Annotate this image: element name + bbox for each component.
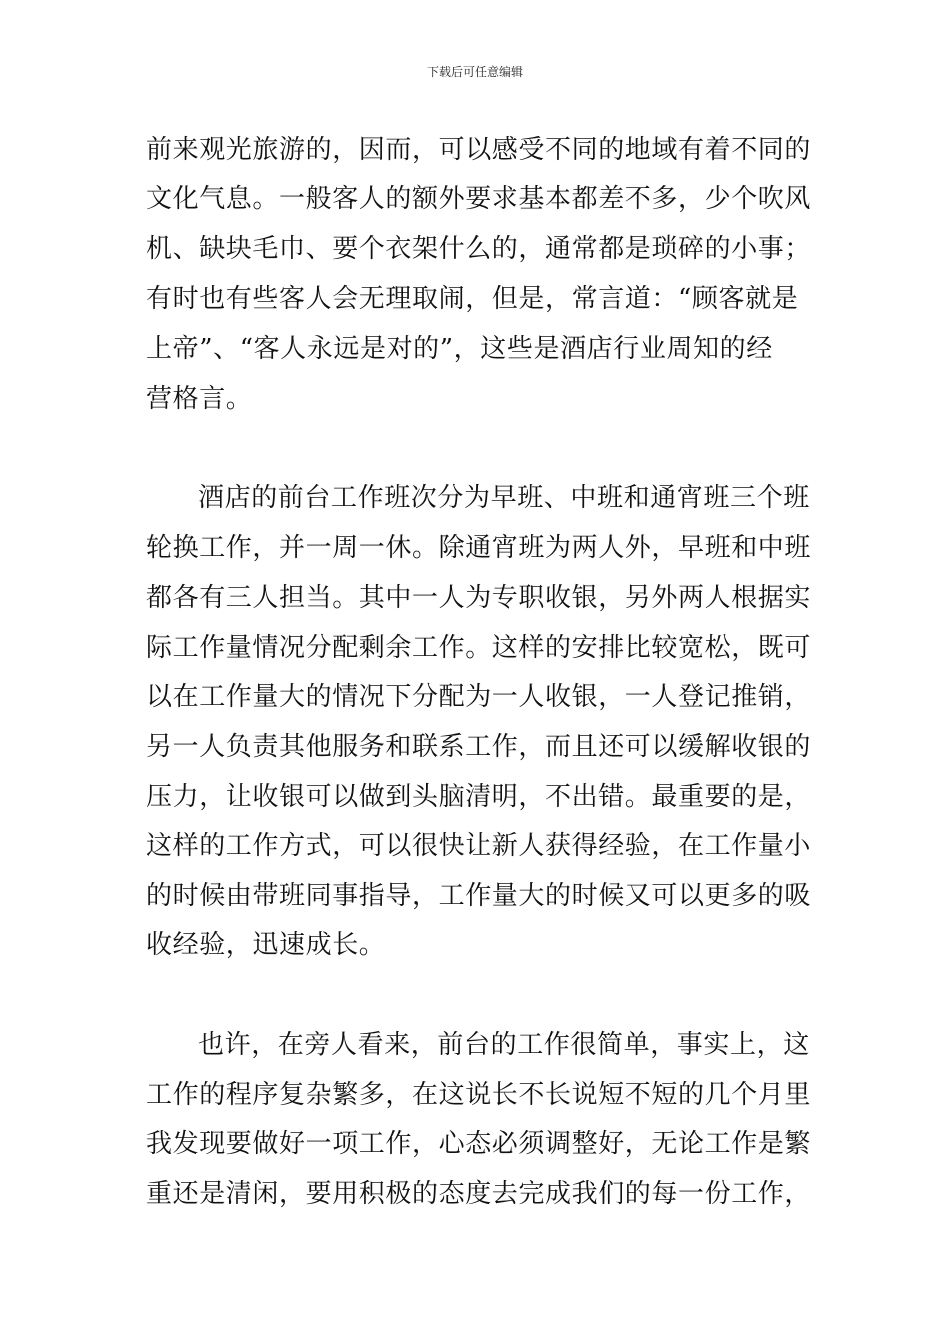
paragraph-line: 机、缺块毛巾、要个衣架什么的，通常都是琐碎的小事； [146,234,812,264]
paragraph-line: 营格言。 [146,384,253,414]
paragraph-line: 以在工作量大的情况下分配为一人收银，一人登记推销， [146,682,812,712]
paragraph-line: 收经验，迅速成长。 [146,930,386,960]
paragraph-line: 轮换工作，并一周一休。除通宵班为两人外，早班和中班 [146,533,812,563]
paragraph-line: 都各有三人担当。其中一人为专职收银，另外两人根据实 [146,583,812,613]
paragraph-line: 文化气息。一般客人的额外要求基本都差不多，少个吹风 [146,184,812,214]
paragraph-line: 的时候由带班同事指导，工作量大的时候又可以更多的吸 [146,881,812,911]
paragraph-line: 前来观光旅游的，因而，可以感受不同的地域有着不同的 [146,135,812,165]
paragraph-line: 也许，在旁人看来，前台的工作很简单，事实上，这 [198,1030,810,1060]
paragraph-line: 另一人负责其他服务和联系工作，而且还可以缓解收银的 [146,732,812,762]
paragraph-line: 工作的程序复杂繁多，在这说长不长说短不短的几个月里 [146,1080,812,1110]
paragraph-line: 重还是清闲，要用积极的态度去完成我们的每一份工作， [146,1179,812,1209]
page-header: 下载后可任意编辑 [426,65,523,79]
paragraph-line: 有时也有些客人会无理取闹，但是，常言道：“顾客就是 [146,284,799,314]
paragraph-line: 我发现要做好一项工作，心态必须调整好，无论工作是繁 [146,1129,812,1159]
paragraph-line: 压力，让收银可以做到头脑清明，不出错。最重要的是， [146,782,812,812]
paragraph-line: 际工作量情况分配剩余工作。这样的安排比较宽松，既可 [146,633,812,663]
paragraph-line: 上帝”、“客人永远是对的”，这些是酒店行业周知的经 [146,334,773,364]
paragraph-line: 酒店的前台工作班次分为早班、中班和通宵班三个班 [198,483,810,513]
paragraph-line: 这样的工作方式，可以很快让新人获得经验，在工作量小 [146,831,812,861]
